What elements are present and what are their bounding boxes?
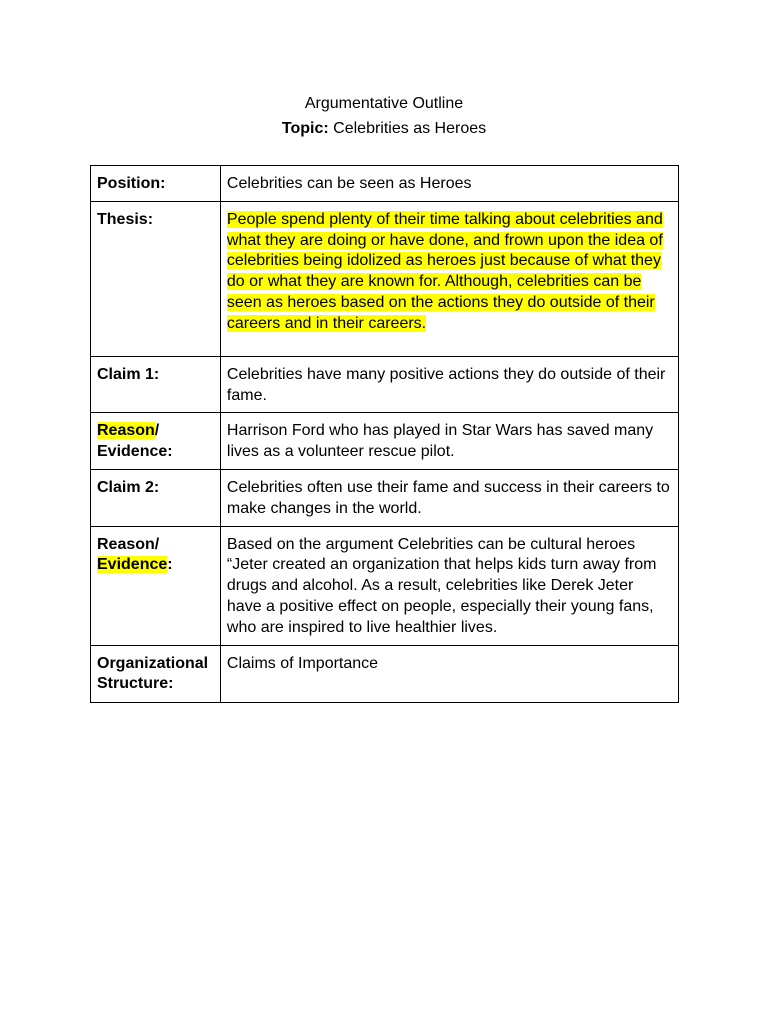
topic-label: Topic: — [281, 120, 329, 137]
document-title: Argumentative Outline — [304, 95, 464, 112]
table-row-thesis — [91, 201, 679, 356]
position-label: Position: — [91, 166, 221, 202]
position-value: Celebrities can be seen as Heroes — [220, 166, 678, 202]
reason-2-label-highlight: Evidence — [97, 556, 168, 574]
reason-2-label-rest: : — [167, 556, 173, 574]
table-row-position — [91, 166, 679, 202]
reason-1-value: Harrison Ford who has played in Star Wars has saved many lives as a volunteer rescue pilot. — [220, 413, 678, 470]
reason-2-label-first: Reason/ — [97, 535, 160, 553]
claim-1-value: Celebrities have many positive actions they do outside of their fame. — [220, 356, 678, 413]
table-row-reason-1 — [91, 413, 679, 470]
table-row-reason-2 — [91, 526, 679, 645]
outline-table — [90, 165, 679, 703]
reason-2-value: Based on the argument Celebrities can be cultural heroes “Jeter created an organization that helps kids turn away from drugs and alcohol. As a result, celebrities like Derek Jeter have a positive effect on people, especially their young fans, who are inspired to live healthier lives. — [220, 526, 678, 645]
topic-value: Celebrities as Heroes — [333, 120, 487, 137]
reason-1-label — [91, 413, 221, 470]
claim-1-label: Claim 1: — [91, 356, 221, 413]
table-row-organizational-structure — [91, 645, 679, 702]
org-structure-value: Claims of Importance — [220, 645, 678, 702]
table-row-claim-1 — [91, 356, 679, 413]
reason-1-label-rest: / Evidence: — [97, 422, 173, 461]
claim-2-label: Claim 2: — [91, 469, 221, 526]
org-structure-label: Organizational Structure: — [91, 645, 221, 702]
reason-1-label-highlight: Reason — [97, 422, 155, 440]
table-row-claim-2 — [91, 469, 679, 526]
claim-2-value: Celebrities often use their fame and success in their careers to make changes in the world. — [220, 469, 678, 526]
reason-2-label — [91, 526, 221, 645]
document-topic — [0, 118, 768, 139]
thesis-value: People spend plenty of their time talking about celebrities and what they are doing or have done, and frown upon the idea of celebrities being idolized as heroes just because of what they do or what they are known for. Although, celebrities can be seen as heroes based on the actions they do outside of their careers and in their careers. — [226, 210, 663, 332]
thesis-value-cell — [220, 201, 678, 356]
thesis-label: Thesis: — [91, 201, 221, 356]
